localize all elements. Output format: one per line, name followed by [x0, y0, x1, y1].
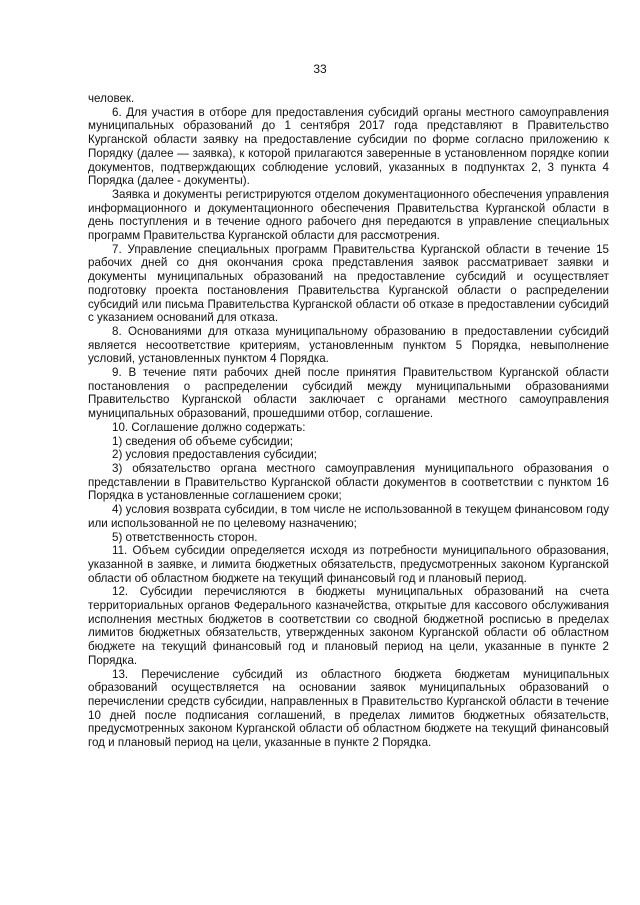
paragraph-item-12: 12. Субсидии перечисляются в бюджеты муниципальных образований на счета территориальных органов Федерального казначейства, открытые для кассового обслуживания исполнения местных бюджетов в соответствии со сводной бюджетной росписью в пределах лимитов бюджетных обязательств, утвержденных законом Курганской области об областном бюджете на текущий финансовый год и плановый период на цели, указанные в пункте 2 Порядка. [88, 585, 609, 667]
paragraph-item-8: 8. Основаниями для отказа муниципальному образованию в предоставлении субсидий является несоответствие критериям, установленным пунктом 5 Порядка, невыполнение условий, установленных пунктом 4 Порядка. [88, 324, 609, 366]
list-item-5: 5) ответственность сторон. [112, 530, 258, 544]
paragraph-item-10: 10. Соглашение должно содержать: [112, 420, 306, 434]
list-item-1: 1) сведения об объеме субсидии; [112, 434, 293, 448]
paragraph-item-13: 13. Перечисление субсидий из областного бюджета бюджетам муниципальных образований осуществляется на основании заявок муниципальных образований о перечислении средств субсидии, направленных в Правительство Курганской области в течение 10 дней после подписания соглашений, в пределах лимитов бюджетных обязательств, предусмотренных законом Курганской области об областном бюджете на текущий финансовый год и плановый период на цели, указанные в пункте 2 Порядка. [88, 667, 609, 750]
page-number: 33 [313, 62, 327, 76]
paragraph-item-6: 6. Для участия в отборе для предоставления субсидий органы местного самоуправления муниципальных образований до 1 сентября 2017 года представляют в Правительство Курганской области заявку на предоставление субсидии по форме согласно приложению к Порядку (далее — заявка), к которой прилагаются заверенные в установленном порядке копии документов, подтверждающих соблюдение условий, указанных в подпунктах 2, 3 пункта 4 Порядка (далее - документы). [88, 105, 609, 188]
paragraph-registration: Заявка и документы регистрируются отделом документационного обеспечения управления информационного и документационного обеспечения Правительства Курганской области в день поступления и в течение одного рабочего дня передаются в управление специальных программ Правительства Курганской области для рассмотрения. [88, 187, 609, 243]
paragraph-item-11: 11. Объем субсидии определяется исходя из потребности муниципального образования, указанной в заявке, и лимита бюджетных обязательств, предусмотренных законом Курганской области об областном бюджете на текущий финансовый год и плановый период. [88, 544, 609, 585]
paragraph-item-9: 9. В течение пяти рабочих дней после принятия Правительством Курганской области постановления о распределении субсидий между муниципальными образованиями Правительство Курганской области заключает с органами местного самоуправления муниципальных образований, прошедшими отбор, соглашение. [88, 366, 609, 421]
list-item-2: 2) условия предоставления субсидии; [112, 448, 317, 462]
list-item-4: 4) условия возврата субсидии, в том числе не использованной в текущем финансовом году или использованной не по целевому назначению; [88, 503, 609, 530]
document-body [88, 92, 609, 750]
list-item-3: 3) обязательство органа местного самоуправления муниципального образования о представлении в Правительство Курганской области документов в соответствии с пунктом 16 Порядка в установленные соглашением сроки; [88, 461, 609, 503]
paragraph-item-7: 7. Управление специальных программ Правительства Курганской области в течение 15 рабочих дней со дня окончания срока представления заявок рассматривает заявки и документы муниципальных образований на предоставление субсидий и осуществляет подготовку проекта постановления Правительства Курганской области о распределении субсидий или письма Правительства Курганской области об отказе в предоставлении субсидий с указанием оснований для отказа. [88, 242, 609, 325]
paragraph-continuation: человек. [88, 92, 135, 105]
